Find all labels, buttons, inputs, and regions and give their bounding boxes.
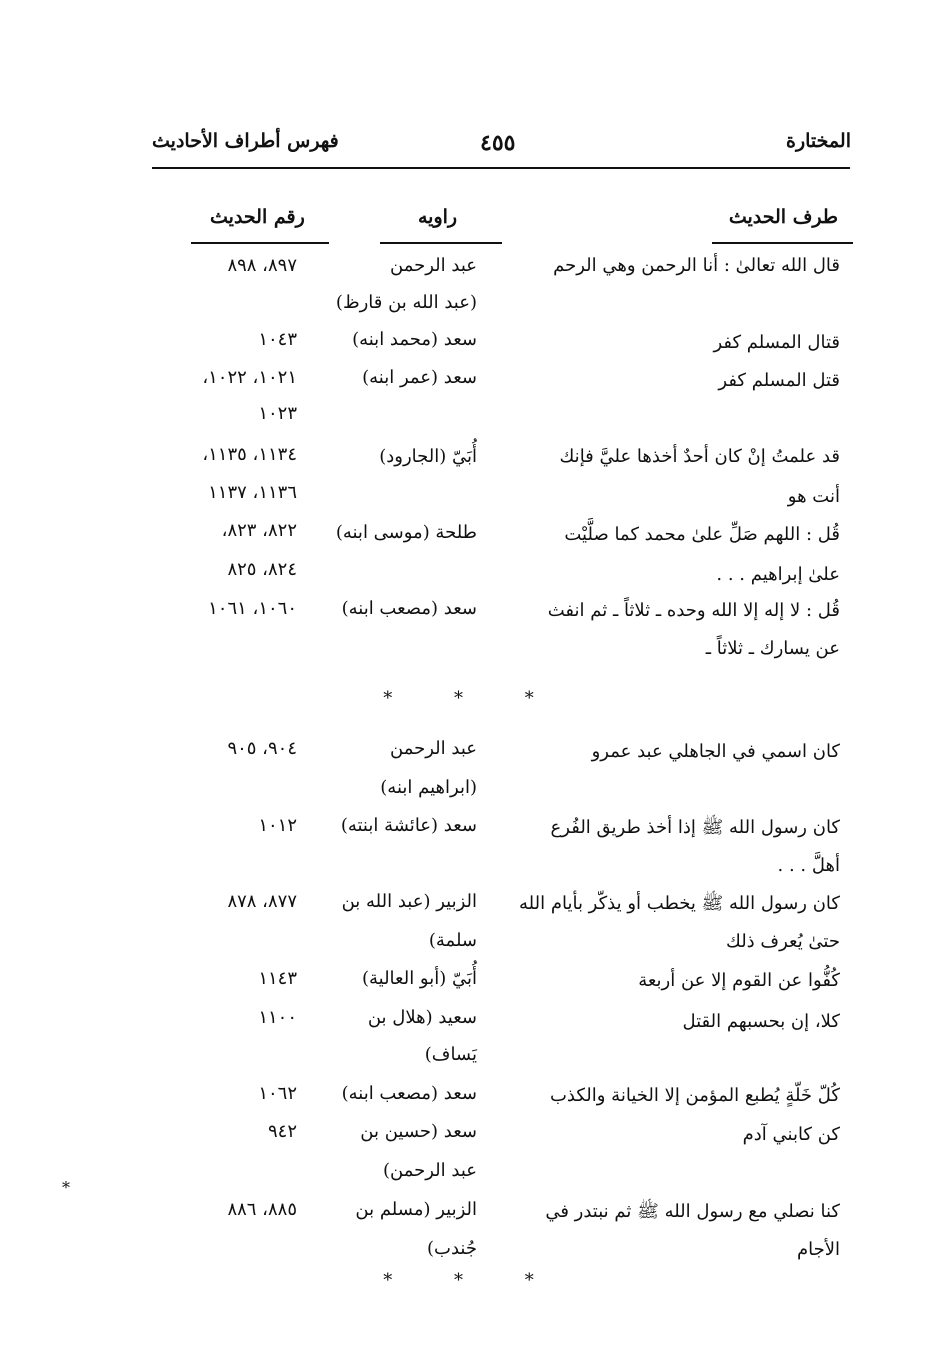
hadith-text: قد علمتُ إنْ كان أحدٌ أخذها عليَّ فإنك <box>559 446 840 467</box>
narrator-text: سلمة) <box>428 930 477 951</box>
hadith-text: قُل : لا إله إلا الله وحده ـ ثلاثاً ـ ثم انفث <box>547 600 840 621</box>
narrator-text: سعد (عمر ابنه) <box>362 367 477 388</box>
hadith-number: ٨٧٧، ٨٧٨ <box>227 891 297 912</box>
hadith-number: ٨٢٤، ٨٢٥ <box>227 559 297 580</box>
margin-mark: * <box>62 1178 70 1197</box>
hadith-text: كنا نصلي مع رسول الله ﷺ ثم نبتدر في <box>545 1201 840 1222</box>
hadith-text: قتل المسلم كفر <box>718 370 840 391</box>
narrator-text: جُندب) <box>427 1238 477 1259</box>
narrator-text: (عبد الله بن قارظ) <box>335 292 477 313</box>
hadith-text: حتىٰ يُعرف ذلك <box>726 931 840 952</box>
hadith-number: ١٠٢١، ١٠٢٢، <box>202 367 297 388</box>
hadith-number: ١١٠٠ <box>258 1007 297 1028</box>
narrator-text: أُبَيّ (الجارود) <box>379 446 477 467</box>
narrator-text: سعد (مصعب ابنه) <box>341 598 477 619</box>
hadith-text: أنت هو <box>787 486 840 507</box>
hadith-text: قتال المسلم كفر <box>713 332 840 353</box>
hadith-text: الأجام <box>796 1239 840 1260</box>
column-header-narrator: راويه <box>418 206 458 228</box>
column-rule-number <box>191 242 329 244</box>
hadith-text: عن يسارك ـ ثلاثاً ـ <box>705 638 840 659</box>
column-header-hadith: طرف الحديث <box>728 206 838 228</box>
hadith-text: كان رسول الله ﷺ يخطب أو يذكّر بأيام الله <box>519 893 840 914</box>
hadith-number: ٨٩٧، ٨٩٨ <box>227 255 297 276</box>
hadith-text: كُلّ خَلّةٍ يُطبع المؤمن إلا الخيانة والكذب <box>549 1085 840 1106</box>
narrator-text: سعيد (هلال بن <box>367 1007 477 1028</box>
narrator-text: طلحة (موسى ابنه) <box>335 522 477 543</box>
narrator-text: عبد الرحمن) <box>382 1160 477 1181</box>
hadith-text: قُل : اللهم صَلِّ علىٰ محمد كما صلَّيْت <box>564 524 840 545</box>
narrator-text: الزبير (مسلم بن <box>355 1199 477 1220</box>
hadith-number: ١٠٢٣ <box>258 403 297 424</box>
narrator-text: سعد (محمد ابنه) <box>352 329 477 350</box>
narrator-text: عبد الرحمن <box>390 738 477 759</box>
column-header-number: رقم الحديث <box>210 206 305 228</box>
hadith-text: كلا، إن بحسبهم القتل <box>682 1011 840 1032</box>
hadith-text: قال الله تعالىٰ : أنا الرحمن وهي الرحم <box>553 255 840 276</box>
column-rule-narrator <box>380 242 502 244</box>
narrator-text: سعد (عائشة ابنته) <box>340 815 477 836</box>
hadith-number: ١١٣٤، ١١٣٥، <box>202 444 297 465</box>
hadith-number: ١٠٦٠، ١٠٦١ <box>208 598 297 619</box>
hadith-number: ١٠١٢ <box>258 815 297 836</box>
hadith-number: ٨٢٢، ٨٢٣، <box>221 520 297 541</box>
index-title: فهرس أطراف الأحاديث <box>152 130 339 152</box>
hadith-number: ١١٤٣ <box>258 968 297 989</box>
hadith-text: علىٰ إبراهيم . . . <box>716 564 840 585</box>
hadith-text: كن كابني آدم <box>742 1124 840 1145</box>
hadith-number: ٩٠٤، ٩٠٥ <box>227 738 297 759</box>
page-number: ٤٥٥ <box>480 130 516 156</box>
narrator-text: أُبَيّ (أبو العالية) <box>361 968 477 989</box>
narrator-text: عبد الرحمن <box>390 255 477 276</box>
section-separator: * * * <box>383 1270 562 1291</box>
hadith-text: كُفُّوا عن القوم إلا عن أربعة <box>638 970 840 991</box>
narrator-text: الزبير (عبد الله بن <box>341 891 477 912</box>
section-separator: * * * <box>383 688 562 709</box>
hadith-number: ١١٣٦، ١١٣٧ <box>208 482 297 503</box>
hadith-number: ٩٤٢ <box>267 1121 297 1142</box>
narrator-text: يَساف) <box>424 1044 477 1065</box>
hadith-text: كان اسمي في الجاهلي عبد عمرو <box>591 741 840 762</box>
hadith-text: أهلَّ . . . <box>777 855 840 876</box>
hadith-text: كان رسول الله ﷺ إذا أخذ طريق الفُرع <box>550 817 840 838</box>
hadith-number: ٨٨٥، ٨٨٦ <box>227 1199 297 1220</box>
header-rule <box>152 167 850 169</box>
book-title: المختارة <box>786 130 851 152</box>
hadith-number: ١٠٦٢ <box>258 1083 297 1104</box>
column-rule-hadith <box>712 242 853 244</box>
narrator-text: سعد (حسين بن <box>360 1121 477 1142</box>
narrator-text: سعد (مصعب ابنه) <box>341 1083 477 1104</box>
narrator-text: (ابراهيم ابنه) <box>380 777 477 798</box>
hadith-number: ١٠٤٣ <box>258 329 297 350</box>
